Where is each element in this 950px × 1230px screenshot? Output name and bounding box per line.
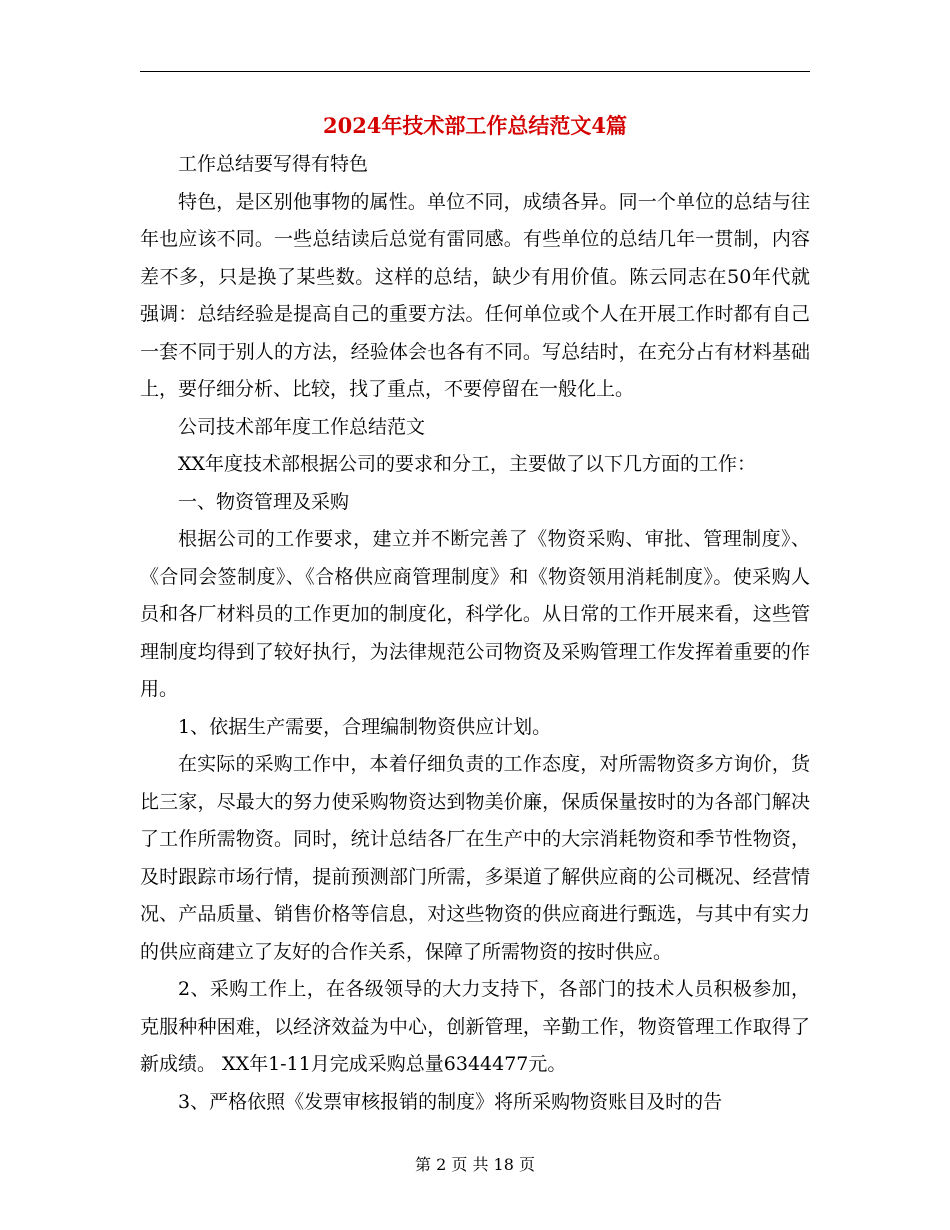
paragraph-heading-sample: 公司技术部年度工作总结范文 [178, 415, 426, 438]
page-number: 第 2 页 共 18 页 [415, 1155, 535, 1174]
paragraph: 在实际的采购工作中，本着仔细负责的工作态度，对所需物资多方询价，货比三家，尽最大的努力使采购物资达到物美价廉，保质保量按时的为各部门解决了工作所需物资。同时，统计总结各厂在生产中的大宗消耗物资和季节性物资，及时跟踪市场行情，提前预测部门所需，多渠道了解供应商的公司概况、经营情况、产品质量、销售价格等信息，对这些物资的供应商进行甄选，与其中有实力的供应商建立了友好的合作关系，保障了所需物资的按时供应。 [140, 753, 810, 963]
document-title: 2024年技术部工作总结范文4篇 [322, 113, 628, 138]
list-item: 1、依据生产需要，合理编制物资供应计划。 [178, 715, 552, 738]
document-body [140, 146, 810, 1121]
paragraph: 特色，是区别他事物的属性。单位不同，成绩各异。同一个单位的总结与往年也应该不同。一些总结读后总觉有雷同感。有些单位的总结几年一贯制，内容差不多，只是换了某些数。这样的总结，缺少有用价值。陈云同志在50年代就强调：总结经验是提高自己的重要方法。任何单位或个人在开展工作时都有自己一套不同于别人的方法，经验体会也各有不同。写总结时，在充分占有材料基础上，要仔细分析、比较，找了重点，不要停留在一般化上。 [140, 190, 810, 400]
list-item: 2、采购工作上，在各级领导的大力支持下，各部门的技术人员积极参加，克服种种困难，以经济效益为中心，创新管理，辛勤工作，物资管理工作取得了新成绩。 XX年1-11月完成采购总量6344477元。 [140, 978, 810, 1075]
paragraph-heading-special: 工作总结要写得有特色 [178, 153, 369, 175]
list-item: 3、严格依照《发票审核报销的制度》将所采购物资账目及时的告 [178, 1090, 723, 1113]
paragraph: XX年度技术部根据公司的要求和分工，主要做了以下几方面的工作： [178, 453, 757, 475]
paragraph: 根据公司的工作要求，建立并不断完善了《物资采购、审批、管理制度》、《合同会签制度》、《合格供应商管理制度》和《物资领用消耗制度》。使采购人员和各厂材料员的工作更加的制度化，科学化。从日常的工作开展来看，这些管理制度均得到了较好执行，为法律规范公司物资及采购管理工作发挥着重要的作用。 [140, 528, 810, 700]
header-rule [140, 71, 810, 72]
section-heading: 一、物资管理及采购 [178, 490, 350, 513]
